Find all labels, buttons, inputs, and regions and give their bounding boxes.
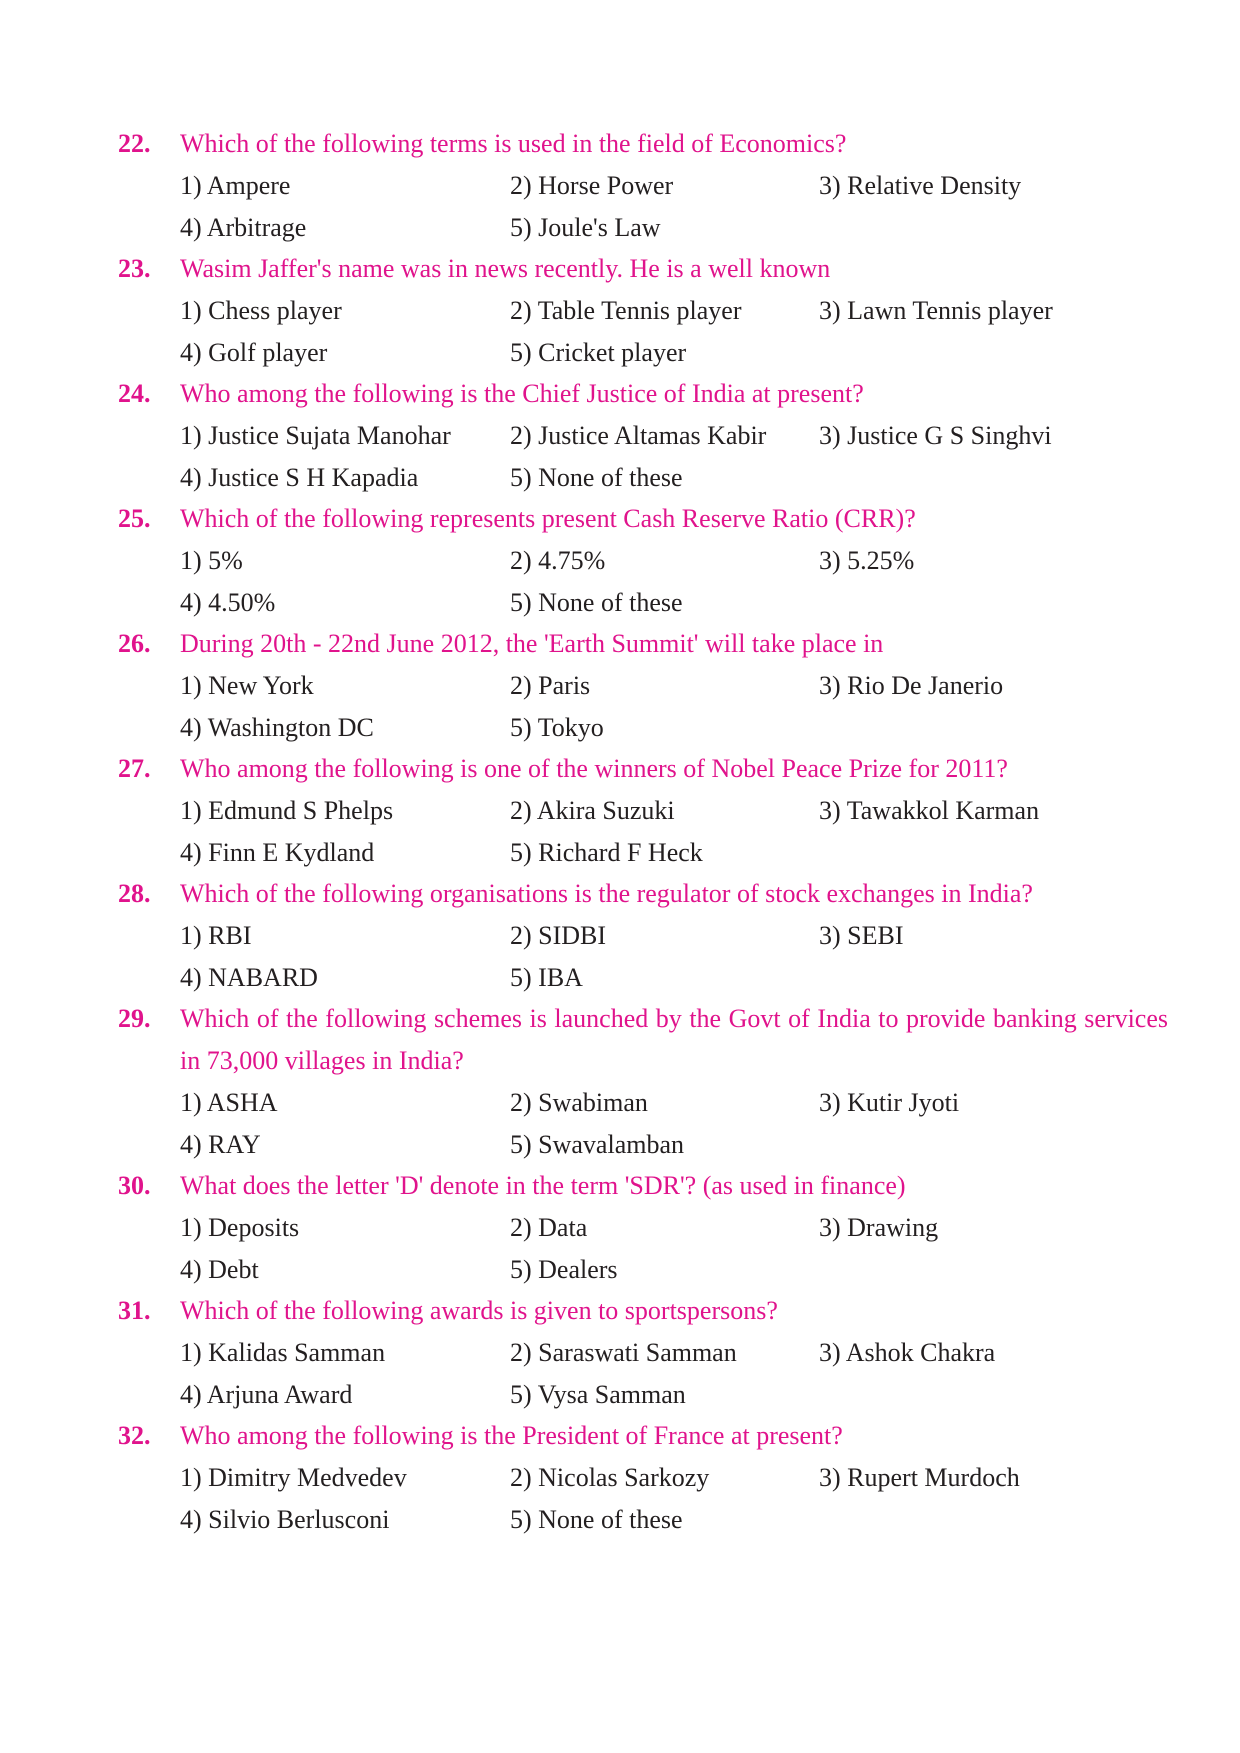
question-number: 32.: [118, 1421, 151, 1450]
answer-option: 2) Justice Altamas Kabir: [510, 421, 767, 450]
question-block: [118, 623, 1168, 748]
answer-option: 3) SEBI: [819, 921, 904, 950]
question-text: What does the letter 'D' denote in the term 'SDR'? (as used in finance): [180, 1171, 906, 1200]
answer-option: 1) ASHA: [180, 1088, 278, 1117]
option-row: [118, 1457, 1168, 1499]
answer-option: 1) Deposits: [180, 1213, 300, 1242]
answer-option: 2) Akira Suzuki: [510, 796, 675, 825]
option-row: [118, 1124, 1168, 1166]
question-row: [118, 998, 1168, 1082]
answer-option: 3) Tawakkol Karman: [819, 796, 1040, 825]
answer-option: 5) Cricket player: [510, 337, 687, 367]
option-row: [118, 832, 1168, 874]
answer-option: 3) Rupert Murdoch: [819, 1463, 1020, 1492]
answer-option: 1) Chess player: [180, 296, 342, 325]
answer-option: 1) Dimitry Medvedev: [180, 1463, 407, 1492]
answer-option: 2) Nicolas Sarkozy: [510, 1463, 710, 1492]
question-row: [118, 873, 1168, 915]
answer-option: 1) 5%: [180, 546, 243, 575]
answer-option: 2) SIDBI: [510, 921, 607, 950]
answer-option: 5) Vysa Samman: [510, 1379, 686, 1409]
answer-option: 4) Finn E Kydland: [180, 837, 375, 867]
answer-option: 2) Table Tennis player: [510, 296, 742, 325]
question-text: Which of the following schemes is launched by the Govt of India to provide banking services in 73,000 villages in India?: [180, 1004, 1168, 1075]
answer-option: 5) Tokyo: [510, 712, 604, 742]
option-row: [118, 332, 1168, 374]
question-block: [118, 1415, 1168, 1540]
answer-option: 5) Joule's Law: [510, 212, 661, 242]
answer-option: 1) Ampere: [180, 171, 291, 200]
question-block: [118, 873, 1168, 998]
answer-option: 1) Kalidas Samman: [180, 1338, 386, 1367]
answer-option: 4) Debt: [180, 1254, 259, 1284]
answer-option: 5) Swavalamban: [510, 1129, 685, 1159]
answer-option: 1) RBI: [180, 921, 252, 950]
answer-option: 3) Drawing: [819, 1213, 939, 1242]
option-row: [118, 582, 1168, 624]
question-text: Which of the following organisations is the regulator of stock exchanges in India?: [180, 879, 1033, 908]
question-block: [118, 1290, 1168, 1415]
question-row: [118, 1415, 1168, 1457]
answer-option: 2) Swabiman: [510, 1088, 648, 1117]
question-block: [118, 748, 1168, 873]
answer-option: 2) Paris: [510, 671, 591, 700]
question-number: 24.: [118, 379, 151, 408]
option-row: [118, 1332, 1168, 1374]
question-text: Wasim Jaffer's name was in news recently. He is a well known: [180, 254, 831, 283]
question-number: 27.: [118, 754, 151, 783]
answer-option: 2) Saraswati Samman: [510, 1338, 737, 1367]
question-row: [118, 498, 1168, 540]
answer-option: 5) Dealers: [510, 1254, 618, 1284]
question-number: 31.: [118, 1296, 151, 1325]
option-row: [118, 1207, 1168, 1249]
question-number: 25.: [118, 504, 151, 533]
option-row: [118, 165, 1168, 207]
question-row: [118, 623, 1168, 665]
question-text: Who among the following is the President of France at present?: [180, 1421, 843, 1450]
option-row: [118, 1082, 1168, 1124]
question-number: 26.: [118, 629, 151, 658]
answer-option: 3) Lawn Tennis player: [819, 296, 1053, 325]
option-row: [118, 457, 1168, 499]
answer-option: 5) None of these: [510, 1504, 683, 1534]
question-row: [118, 123, 1168, 165]
question-block: [118, 498, 1168, 623]
question-block: [118, 998, 1168, 1165]
question-number: 29.: [118, 1004, 151, 1033]
question-row: [118, 373, 1168, 415]
answer-option: 5) None of these: [510, 462, 683, 492]
question-block: [118, 248, 1168, 373]
answer-option: 4) 4.50%: [180, 587, 276, 617]
answer-option: 4) Arbitrage: [180, 212, 307, 242]
answer-option: 1) Justice Sujata Manohar: [180, 421, 451, 450]
answer-option: 3) Ashok Chakra: [819, 1338, 996, 1367]
answer-option: 4) Silvio Berlusconi: [180, 1504, 390, 1534]
question-number: 28.: [118, 879, 151, 908]
answer-option: 1) New York: [180, 671, 314, 700]
question-block: [118, 373, 1168, 498]
option-row: [118, 415, 1168, 457]
option-row: [118, 290, 1168, 332]
answer-option: 2) 4.75%: [510, 546, 606, 575]
option-row: [118, 790, 1168, 832]
question-row: [118, 748, 1168, 790]
option-row: [118, 915, 1168, 957]
answer-option: 3) 5.25%: [819, 546, 915, 575]
question-row: [118, 1165, 1168, 1207]
question-text: Which of the following represents present Cash Reserve Ratio (CRR)?: [180, 504, 916, 533]
answer-option: 4) RAY: [180, 1129, 261, 1159]
answer-option: 2) Data: [510, 1213, 588, 1242]
answer-option: 2) Horse Power: [510, 171, 674, 200]
question-number: 30.: [118, 1171, 151, 1200]
option-row: [118, 665, 1168, 707]
question-text: During 20th - 22nd June 2012, the 'Earth Summit' will take place in: [180, 629, 884, 658]
question-number: 22.: [118, 129, 151, 158]
question-block: [118, 1165, 1168, 1290]
answer-option: 4) Justice S H Kapadia: [180, 462, 419, 492]
answer-option: 3) Kutir Jyoti: [819, 1088, 960, 1117]
question-text: Which of the following awards is given to sportspersons?: [180, 1296, 778, 1325]
answer-option: 1) Edmund S Phelps: [180, 796, 394, 825]
option-row: [118, 207, 1168, 249]
question-text: Who among the following is the Chief Justice of India at present?: [180, 379, 864, 408]
answer-option: 3) Justice G S Singhvi: [819, 421, 1052, 450]
option-row: [118, 957, 1168, 999]
question-list: [118, 123, 1168, 1540]
option-row: [118, 707, 1168, 749]
answer-option: 3) Rio De Janerio: [819, 671, 1004, 700]
answer-option: 5) None of these: [510, 587, 683, 617]
answer-option: 4) Arjuna Award: [180, 1379, 353, 1409]
question-row: [118, 248, 1168, 290]
answer-option: 4) Golf player: [180, 337, 328, 367]
question-block: [118, 123, 1168, 248]
answer-option: 5) Richard F Heck: [510, 837, 703, 867]
option-row: [118, 1249, 1168, 1291]
answer-option: 3) Relative Density: [819, 171, 1022, 200]
option-row: [118, 1374, 1168, 1416]
option-row: [118, 1499, 1168, 1541]
question-text: Who among the following is one of the winners of Nobel Peace Prize for 2011?: [180, 754, 1008, 783]
option-row: [118, 540, 1168, 582]
question-text: Which of the following terms is used in the field of Economics?: [180, 129, 847, 158]
answer-option: 5) IBA: [510, 962, 583, 992]
answer-option: 4) NABARD: [180, 962, 318, 992]
answer-option: 4) Washington DC: [180, 712, 374, 742]
question-number: 23.: [118, 254, 151, 283]
question-row: [118, 1290, 1168, 1332]
